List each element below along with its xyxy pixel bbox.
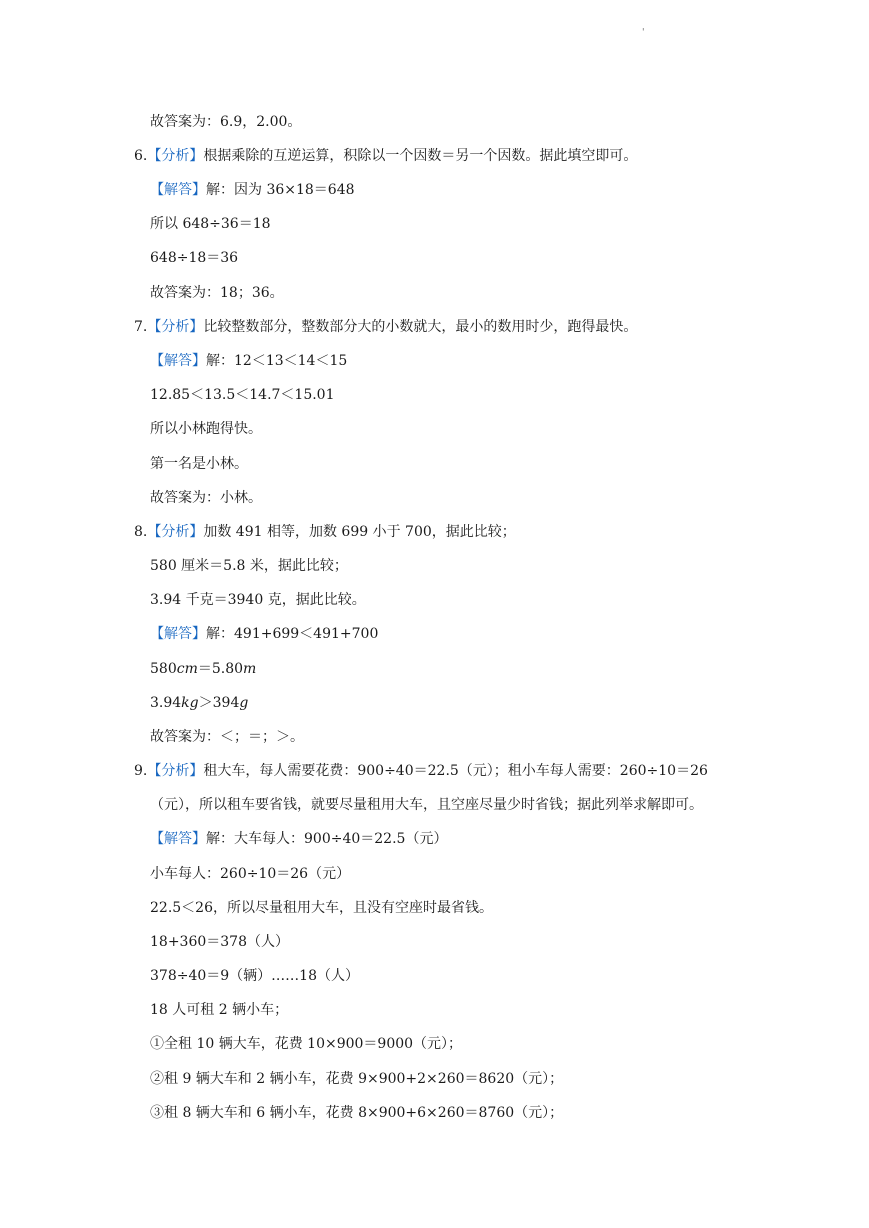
solution-step: 12.85＜13.5＜14.7＜15.01	[150, 387, 335, 403]
question-7-analysis: 7.【分析】比较整数部分，整数部分大的小数就大，最小的数用时少，跑得最快。	[134, 319, 638, 335]
solution-tag: 【解答】	[150, 182, 206, 198]
analysis-step: （元），所以租车要省钱，就要尽量租用大车，且空座尽量少时省钱；据此列举求解即可。	[150, 797, 703, 813]
question-number: 8.	[134, 524, 148, 540]
solution-tag: 【解答】	[150, 626, 206, 642]
solution-step: 18 人可租 2 辆小车；	[150, 1002, 289, 1018]
solution-step: 3.94kg＞394g	[150, 695, 249, 711]
solution-step: 648÷18＝36	[150, 250, 239, 266]
solution-line: 【解答】解：大车每人：900÷40＝22.5（元）	[150, 831, 448, 847]
solution-line: 【解答】解：因为 36×18＝648	[150, 182, 355, 198]
solution-step: 第一名是小林。	[150, 456, 248, 472]
question-number: 9.	[134, 763, 148, 779]
answer-line: 故答案为：小林。	[150, 490, 262, 506]
option-line: ①全租 10 辆大车，花费 10×900＝9000（元）；	[150, 1036, 463, 1052]
solution-line: 【解答】解：491+699＜491+700	[150, 626, 379, 642]
solution-step: 小车每人：260÷10＝26（元）	[150, 866, 351, 882]
question-8-analysis: 8.【分析】加数 491 相等，加数 699 小于 700，据此比较；	[134, 524, 516, 540]
analysis-step: 3.94 千克＝3940 克，据此比较。	[150, 592, 366, 608]
answer-line: 故答案为：6.9，2.00。	[150, 114, 302, 130]
analysis-tag: 【分析】	[147, 148, 204, 164]
analysis-tag: 【分析】	[147, 524, 204, 540]
solution-step: 所以小林跑得快。	[150, 421, 262, 437]
solution-line: 【解答】解：12＜13＜14＜15	[150, 353, 348, 369]
option-line: ②租 9 辆大车和 2 辆小车，花费 9×900+2×260＝8620（元）；	[150, 1071, 564, 1087]
option-line: ③租 8 辆大车和 6 辆小车，花费 8×900+6×260＝8760（元）；	[150, 1105, 564, 1121]
solution-tag: 【解答】	[150, 831, 206, 847]
question-6-analysis: 6.【分析】根据乘除的互逆运算，积除以一个因数＝另一个因数。据此填空即可。	[134, 148, 638, 164]
question-number: 7.	[134, 319, 148, 335]
solution-step: 22.5＜26，所以尽量租用大车，且没有空座时最省钱。	[150, 900, 493, 916]
solution-step: 18+360＝378（人）	[150, 934, 289, 950]
analysis-step: 580 厘米＝5.8 米，据此比较；	[150, 558, 348, 574]
answer-line: 故答案为：＜；＝；＞。	[150, 729, 304, 745]
analysis-tag: 【分析】	[147, 763, 204, 779]
header-mark: '	[642, 28, 645, 38]
answer-line: 故答案为：18；36。	[150, 285, 284, 301]
solution-step: 378÷40＝9（辆）……18（人）	[150, 968, 359, 984]
question-9-analysis: 9.【分析】租大车，每人需要花费：900÷40＝22.5（元）；租小车每人需要：260÷10＝26	[134, 763, 708, 779]
solution-step: 所以 648÷36＝18	[150, 216, 271, 232]
analysis-tag: 【分析】	[147, 319, 204, 335]
solution-step: 580cm＝5.80m	[150, 661, 257, 677]
solution-tag: 【解答】	[150, 353, 206, 369]
question-number: 6.	[134, 148, 148, 164]
